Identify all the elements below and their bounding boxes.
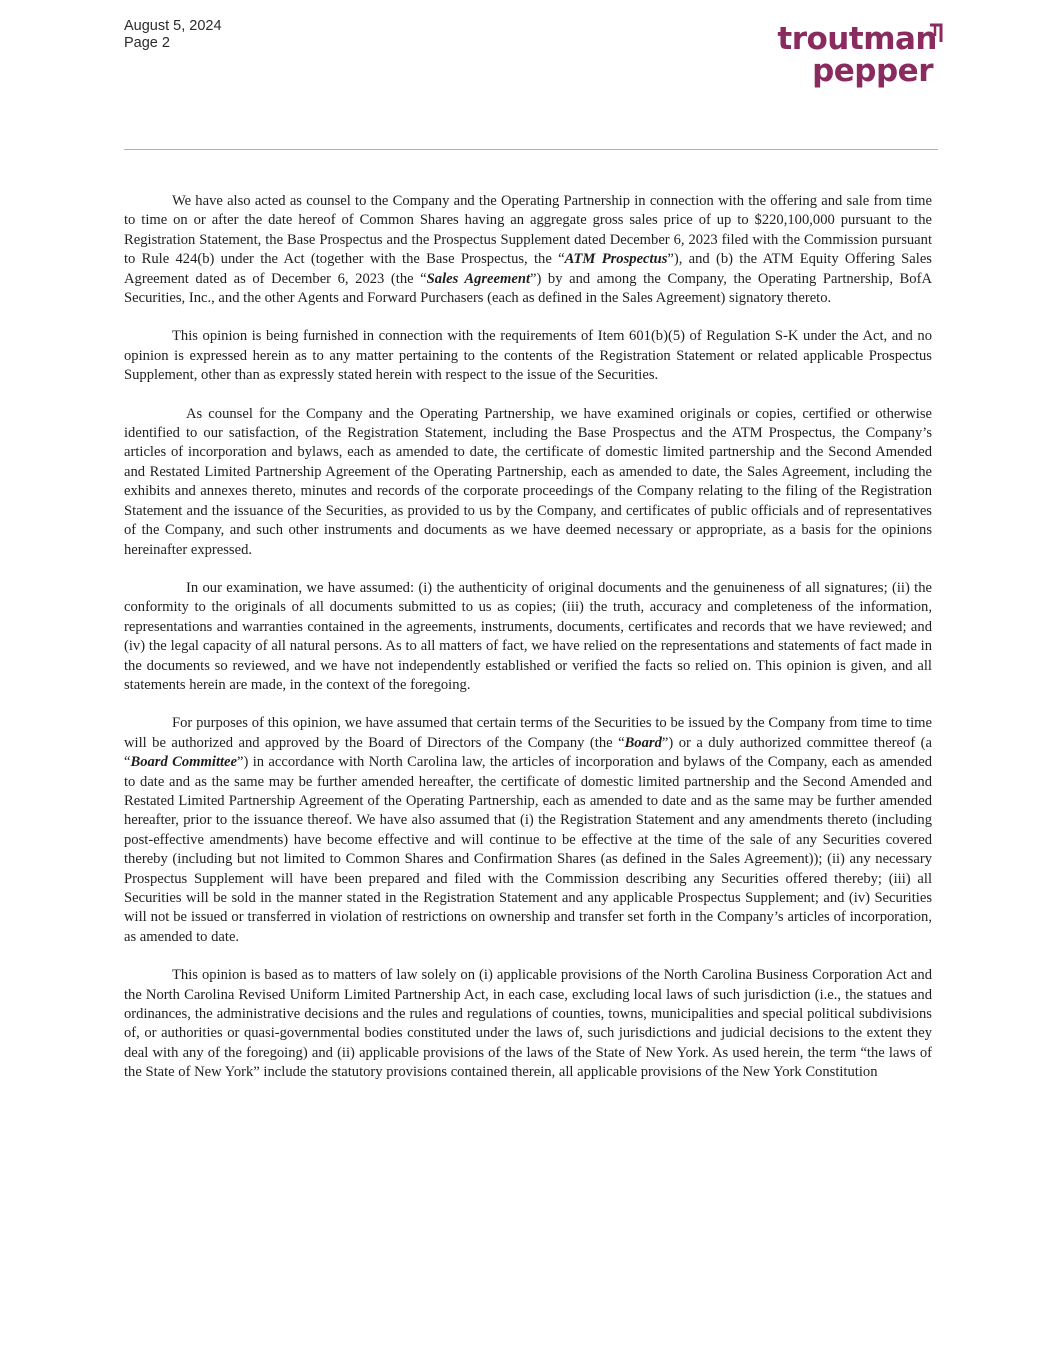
paragraph-governing-law: This opinion is based as to matters of law solely on (i) applicable provisions of the North Carolina Business Corporation Act and the North Carolina Revised Uniform Limited Partnership Act, in each case, excluding local laws of such jurisdiction (i.e., the statues and ordinances, the administrative decisions and the rules and regulations of counties, towns, municipalities and special political subdivisions of, or authorities or quasi-governmental bodies constituted under the laws of, such jurisdictions and judicial decisions to the extent they deal with any of the foregoing) and (ii) applicable provisions of the laws of the State of New York. As used herein, the term “the laws of the State of New York” include the statutory provisions contained therein, all applicable provisions of the New York Constitution (124, 967, 932, 1081)
defined-term-sales-agreement: Sales Agreement (426, 270, 531, 287)
logo-mark-icon (929, 22, 943, 44)
paragraph-item-601: This opinion is being furnished in connection with the requirements of Item 601(b)(5) of Regulation S-K under the Act, and no opinion is expressed herein as to any matter pertaining to the contents of the Registration Statement or related applicable Prospectus Supplement, other than as expressly stated herein with respect to the issue of the Securities. (124, 328, 932, 384)
defined-term-atm-prospectus: ATM Prospectus (564, 251, 668, 268)
letter-date: August 5, 2024 (124, 18, 222, 34)
paragraph-documents-examined: As counsel for the Company and the Operating Partnership, we have examined originals or copies, certified or otherwise identified to our satisfaction, of the Registration Statement, including the Base Prospectus and the ATM Prospectus, the Company’s articles of incorporation and bylaws, each as amended to date, the certificate of domestic limited partnership and the Second Amended and Restated Limited Partnership Agreement of the Operating Partnership, each as amended to date, the Sales Agreement, including the exhibits and annexes thereto, minutes and records of the corporate proceedings of the Company relating to the filing of the Registration Statement and the issuance of the Securities, as provided to us by the Company, and certificates of public officials and of representatives of the Company, and such other instruments and documents as we have deemed necessary or appropriate, as a basis for the opinions hereinafter expressed. (124, 405, 932, 558)
paragraph-board-authorization: For purposes of this opinion, we have assumed that certain terms of the Securities to be issued by the Company from time to time will be authorized and approved by the Board of Directors of the Company (the “Board”) or a duly authorized committee thereof (a “Board Committee”) in accordance with North Carolina law, the articles of incorporation and bylaws of the Company, each as amended to date and as the same may be further amended hereafter, the certificate of domestic limited partnership and the Second Amended and Restated Limited Partnership Agreement of the Operating Partnership, each as amended to date and as the same may be further amended hereafter, prior to the issuance thereof. We have also assumed that (i) the Registration Statement and any amendments thereto (including post-effective amendments) have become effective and will continue to be effective at the time of the sale of any Securities covered thereby (including but not limited to Common Shares and Confirmation Shares (as defined in the Sales Agreement)); (ii) any necessary Prospectus Supplement will have been prepared and filed with the Commission describing any Securities offered thereby; (iii) all Securities will be sold in the manner stated in the Registration Statement and any applicable Prospectus Supplement; and (iv) Securities will not be issued or transferred in violation of restrictions on ownership and transfer set forth in the Company’s articles of incorporation, as amended to date. (124, 715, 932, 945)
header-divider (124, 149, 938, 150)
paragraph-assumptions: In our examination, we have assumed: (i) the authenticity of original documents and the genuineness of all signatures; (ii) the conformity to the originals of all documents submitted to us as copies; (iii) the truth, accuracy and completeness of the information, representations and warranties contained in the agreements, instruments, documents, certificates and records that we have reviewed; and (iv) the legal capacity of all natural persons. As to all matters of fact, we have relied on the representations and statements of fact made in the documents so reviewed, and we have not independently established or verified the facts so relied on. This opinion is given, and all statements herein are made, in the context of the foregoing. (124, 579, 932, 693)
defined-term-board-committee: Board Committee (130, 754, 238, 771)
letter-header (124, 18, 222, 52)
logo-line-pepper: pepper (812, 53, 933, 89)
troutman-pepper-logo (777, 22, 937, 106)
logo-line-troutman: troutman (777, 21, 937, 57)
defined-term-board: Board (624, 734, 662, 751)
letter-body (124, 192, 932, 1083)
paragraph-atm-offering: We have also acted as counsel to the Company and the Operating Partnership in connection with the offering and sale from time to time on or after the date hereof of Common Shares having an aggregate gross sales price of up to $220,100,000 pursuant to the Registration Statement, the Base Prospectus and the Prospectus Supplement dated December 6, 2023 filed with the Commission pursuant to Rule 424(b) under the Act (together with the Base Prospectus, the “ATM Prospectus”), and (b) the ATM Equity Offering Sales Agreement dated as of December 6, 2023 (the “Sales Agreement”) by and among the Company, the Operating Partnership, BofA Securities, Inc., and the other Agents and Forward Purchasers (each as defined in the Sales Agreement) signatory thereto. (124, 193, 932, 307)
page-number: Page 2 (124, 35, 170, 51)
